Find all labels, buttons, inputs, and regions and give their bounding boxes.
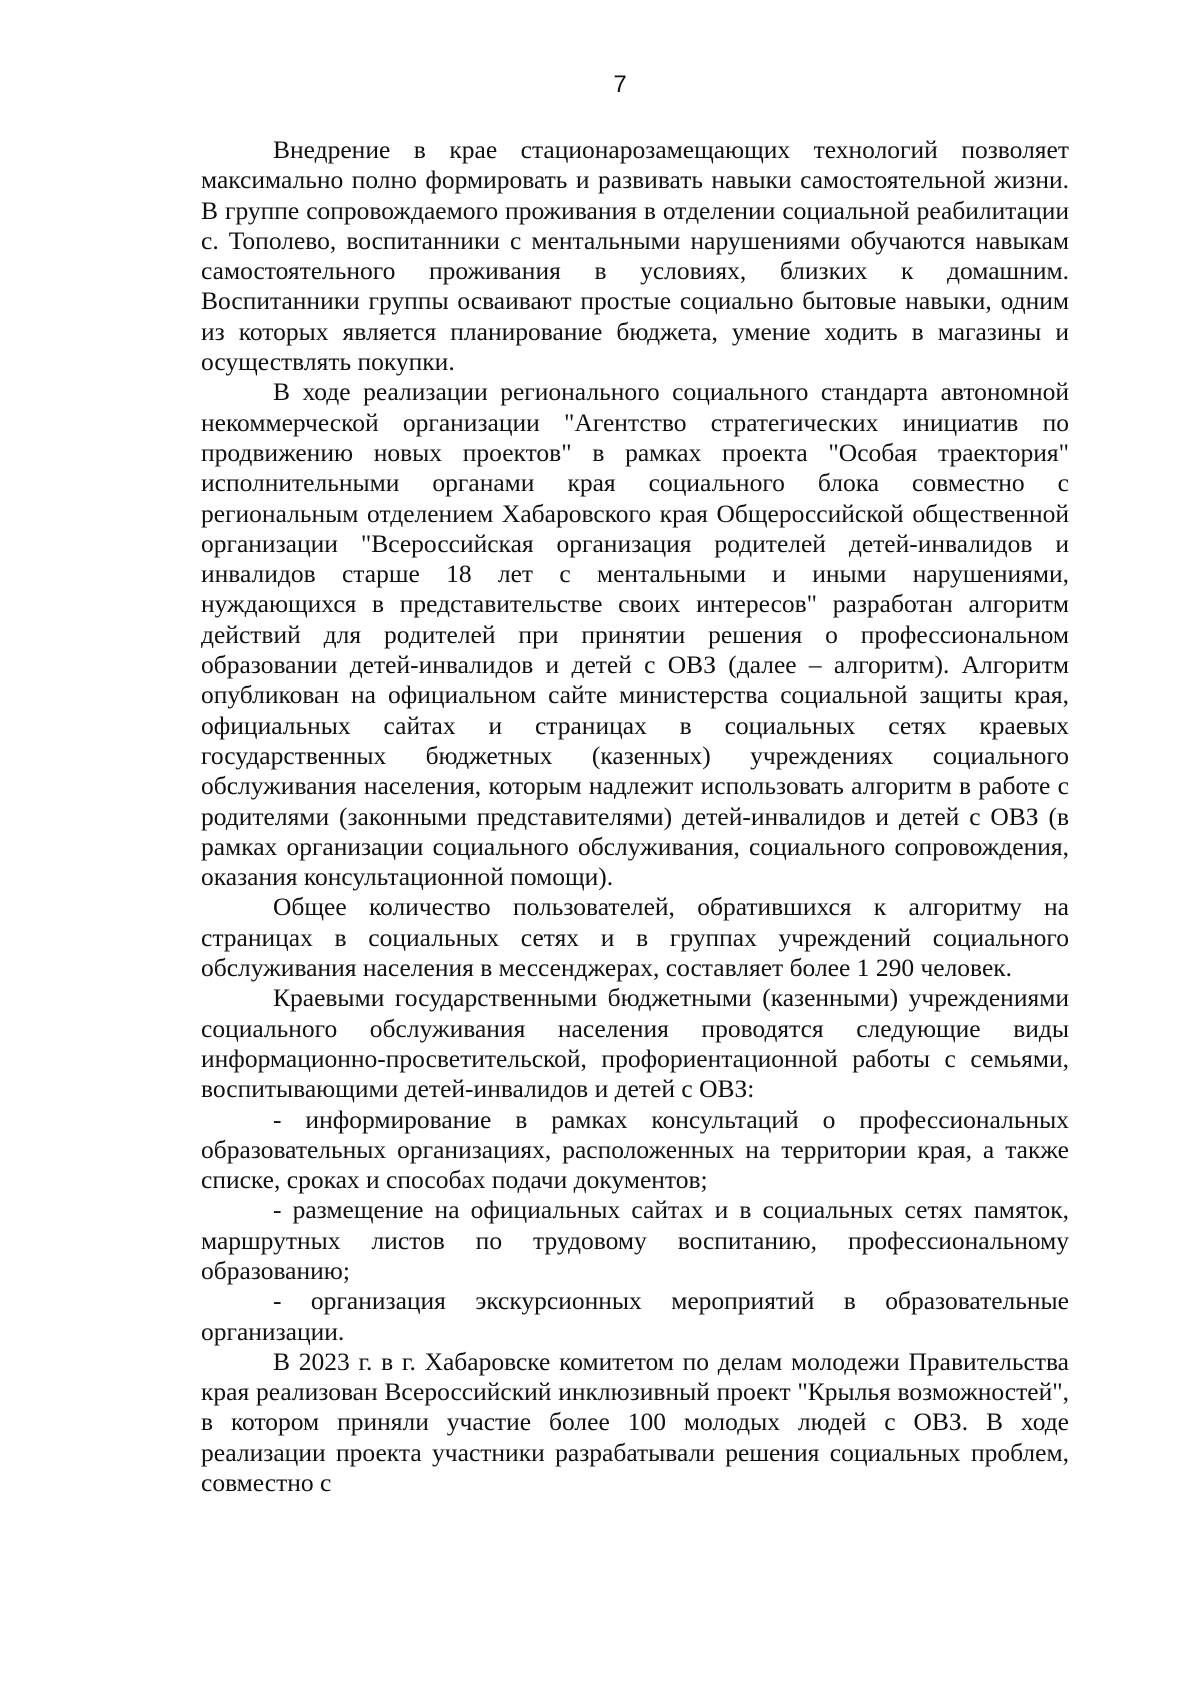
document-body <box>201 135 1069 1498</box>
paragraph-stationary-technologies: Внедрение в крае стационарозамещающих технологий позволяет максимально полно формировать и развивать навыки самостоятельной жизни. В группе сопровождаемого проживания в отделении социальной реабилитации с. Тополево, воспитанники с ментальными нарушениями обучаются навыкам самостоятельного проживания в условиях, близких к домашним. Воспитанники группы осваивают простые социально бытовые навыки, одним из которых является планирование бюджета, умение ходить в магазины и осуществлять покупки. <box>201 135 1069 377</box>
list-item-excursions: - организация экскурсионных мероприятий в образовательные организации. <box>201 1286 1069 1346</box>
paragraph-algorithm-development: В ходе реализации регионального социального стандарта автономной некоммерческой организации "Агентство стратегических инициатив по продвижению новых проектов" в рамках проекта "Особая траектория" исполнительными органами края социального блока совместно с региональным отделением Хабаровского края Общероссийской общественной организации "Всероссийская организация родителей детей-инвалидов и инвалидов старше 18 лет с ментальными и иными нарушениями, нуждающихся в представительстве своих интересов" разработан алгоритм действий для родителей при принятии решения о профессиональном образовании детей-инвалидов и детей с ОВЗ (далее – алгоритм). Алгоритм опубликован на официальном сайте министерства социальной защиты края, официальных сайтах и страницах в социальных сетях краевых государственных бюджетных (казенных) учреждениях социального обслуживания населения, которым надлежит использовать алгоритм в работе с родителями (законными представителями) детей-инвалидов и детей с ОВЗ (в рамках организации социального обслуживания, социального сопровождения, оказания консультационной помощи). <box>201 377 1069 892</box>
paragraph-user-count: Общее количество пользователей, обратившихся к алгоритму на страницах в социальных сетях и в группах учреждений социального обслуживания населения в мессенджерах, составляет более 1 290 человек. <box>201 892 1069 983</box>
paragraph-wings-of-opportunities: В 2023 г. в г. Хабаровске комитетом по делам молодежи Правительства края реализован Всероссийский инклюзивный проект "Крылья возможностей", в котором приняли участие более 100 молодых людей с ОВЗ. В ходе реализации проекта участники разрабатывали решения социальных проблем, совместно с <box>201 1346 1069 1498</box>
list-item-publishing: - размещение на официальных сайтах и в социальных сетях памяток, маршрутных листов по трудовому воспитанию, профессиональному образованию; <box>201 1195 1069 1285</box>
paragraph-work-types-intro: Краевыми государственными бюджетными (казенными) учреждениями социального обслуживания населения проводятся следующие виды информационно-просветительской, профориентационной работы с семьями, воспитывающими детей-инвалидов и детей с ОВЗ: <box>201 983 1069 1104</box>
page-number: 7 <box>613 71 627 98</box>
list-item-informing: - информирование в рамках консультаций о профессиональных образовательных организациях, расположенных на территории края, а также списке, сроках и способах подачи документов; <box>201 1104 1069 1195</box>
